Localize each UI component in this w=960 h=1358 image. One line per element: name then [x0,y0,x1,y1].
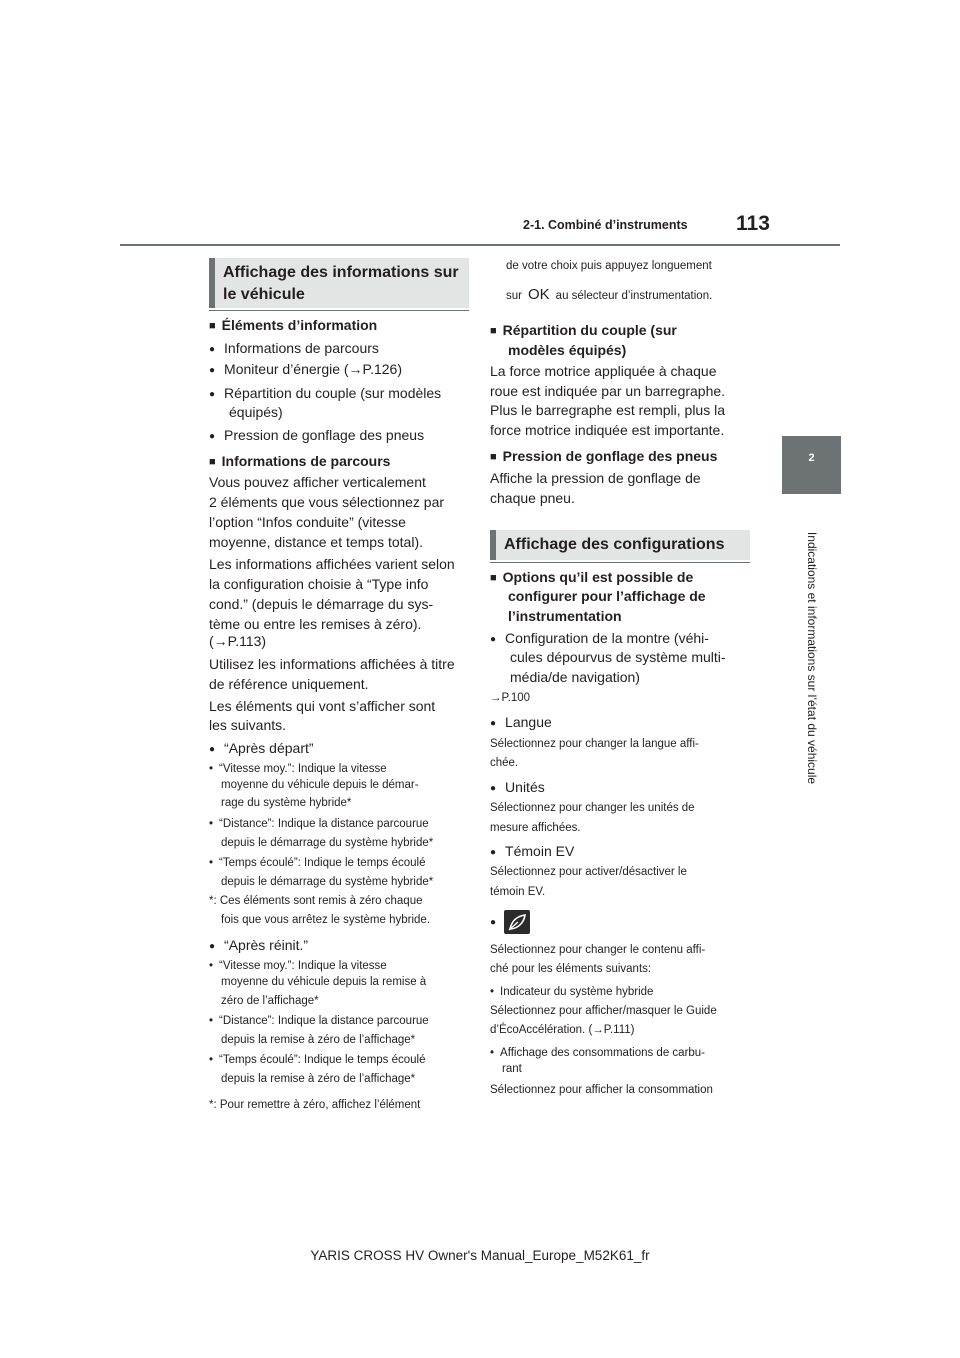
paragraph-line: Sélectionnez pour afficher la consommation [490,1084,713,1096]
paragraph-line: Les éléments qui vont s’afficher sont [209,698,436,714]
side-tab [782,436,841,494]
section-heading-config: Affichage des configurations [490,530,750,560]
small-item: • “Vitesse moy.”: Indique la vitesse [209,960,387,972]
ok-button-icon: OK [527,286,550,303]
bullet-ev: ● Témoin EV [490,843,574,859]
bullet-continued: cules dépourvus de système multi- [510,649,726,665]
bullet-item: ● Informations de parcours [209,340,379,356]
paragraph-line: 2 éléments que vous sélectionnez par [209,494,445,510]
leaf-icon [504,910,530,934]
paragraph-line: Sélectionnez pour changer les unités de [490,802,695,814]
subheading-trip: ■ Informations de parcours [209,453,390,469]
small-item: • Indicateur du système hybride [490,986,653,998]
small-item-continued: moyenne du véhicule depuis le démar- [221,779,419,791]
page-reference-link[interactable]: d’ÉcoAccélération. (→P.111) [490,1024,635,1036]
paragraph-line: Sélectionnez pour activer/désactiver le [490,866,687,878]
bullet-unites: ● Unités [490,779,545,795]
section-heading-line: le véhicule [223,286,305,303]
eco-leaf-icon [504,910,530,934]
small-item-continued: depuis le démarrage du système hybride* [221,876,434,888]
bullet-item: ● Moniteur d’énergie (→P.126) [209,361,402,377]
paragraph-line: force motrice indiquée est importante. [490,422,725,438]
paragraph-line: chée. [490,757,519,769]
section-heading-vehicle-info [209,258,469,308]
small-item: • “Distance”: Indique la distance parcourue [209,1015,429,1027]
paragraph-line: Sélectionnez pour afficher/masquer le Guide [490,1005,717,1017]
footnote: *: Pour remettre à zéro, affichez l’élément [209,1099,421,1111]
bullet-after-reset: ● “Après réinit.” [209,937,308,953]
paragraph-line: mesure affichées. [490,822,581,834]
chapter-title: 2-1. Combiné d’instruments [523,218,688,232]
side-tab-title: Indications et informations sur l’état du véhicule [805,531,820,785]
bullet-after-start: ● “Après départ” [209,740,314,756]
bullet-item: ● Pression de gonflage des pneus [209,427,424,443]
continued-line-ok [506,286,712,303]
paragraph-line: l’option “Infos conduite” (vitesse [209,514,406,530]
paragraph-line: ché pour les éléments suivants: [490,963,652,975]
small-item-continued: zéro de l’affichage* [221,995,319,1007]
page-reference-link[interactable]: (→P.113) [209,633,267,649]
footer-manual-title: YARIS CROSS HV Owner's Manual_Europe_M52K61_fr [310,1248,650,1263]
page-number: 113 [736,212,770,235]
small-item: • “Vitesse moy.”: Indique la vitesse [209,763,387,775]
bullet-item-continued: équipés) [229,404,283,420]
subheading-options-continued: l’instrumentation [508,608,622,624]
paragraph-line: les suivants. [209,717,287,733]
continued-line: de votre choix puis appuyez longuement [506,260,712,272]
paragraph-line: témoin EV. [490,886,546,898]
small-item-continued: rant [502,1063,522,1075]
subheading-elements: ■ Éléments d’information [209,317,377,333]
bullet-clock: ● Configuration de la montre (véhi- [490,630,709,646]
small-item: • Affichage des consommations de carbu- [490,1047,705,1059]
footnote-continued: fois que vous arrêtez le système hybride. [221,914,431,926]
small-item-continued: depuis le démarrage du système hybride* [221,837,434,849]
small-item-continued: moyenne du véhicule depuis la remise à [221,976,427,988]
small-item-continued: rage du système hybride* [221,797,352,809]
continued-text: sur [506,290,522,302]
paragraph-line: Plus le barregraphe est rempli, plus la [490,402,726,418]
paragraph-line: de référence uniquement. [209,676,369,692]
section-heading-line: Affichage des informations sur [223,264,459,281]
paragraph-line: cond.” (depuis le démarrage du sys- [209,596,434,612]
subheading-options: ■ Options qu’il est possible de [490,569,693,585]
footnote: *: Ces éléments sont remis à zéro chaque [209,895,423,907]
bullet-continued: média/de navigation) [510,669,640,685]
bullet-eco [490,912,530,936]
paragraph-line: moyenne, distance et temps total). [209,534,423,550]
side-tab-title-box [800,508,824,808]
header-rule [120,244,840,246]
small-item: • “Temps écoulé”: Indique le temps écoulé [209,1054,426,1066]
bullet-item: ● Répartition du couple (sur modèles [209,385,441,401]
subheading-options-continued: configurer pour l’affichage de [508,588,706,604]
paragraph-line: Affiche la pression de gonflage de [490,470,701,486]
paragraph-line: Utilisez les informations affichées à titre [209,656,455,672]
subheading-torque: ■ Répartition du couple (sur [490,322,677,338]
bullet-langue: ● Langue [490,714,552,730]
paragraph-line: Sélectionnez pour changer le contenu affi- [490,944,706,956]
subheading-torque-continued: modèles équipés) [508,342,627,358]
bullet-dot: ● [490,917,497,929]
paragraph-line: Les informations affichées varient selon [209,556,455,572]
subheading-tire: ■ Pression de gonflage des pneus [490,448,717,464]
side-tab-number: 2 [808,452,815,464]
paragraph-line: Sélectionnez pour changer la langue affi- [490,738,699,750]
paragraph-line: chaque pneu. [490,490,575,506]
paragraph-line: La force motrice appliquée à chaque [490,363,717,379]
paragraph-line: Vous pouvez afficher verticalement [209,474,426,490]
page-reference-link[interactable]: →P.100 [490,692,531,704]
small-item-continued: depuis la remise à zéro de l’affichage* [221,1034,416,1046]
small-item: • “Distance”: Indique la distance parcourue [209,818,429,830]
small-item-continued: depuis la remise à zéro de l’affichage* [221,1073,416,1085]
paragraph-line: roue est indiquée par un barregraphe. [490,383,726,399]
continued-text: au sélecteur d’instrumentation. [555,290,713,302]
small-item: • “Temps écoulé”: Indique le temps écoulé [209,857,426,869]
paragraph-line: tème ou entre les remises à zéro). [209,616,422,632]
paragraph-line: la configuration choisie à “Type info [209,576,429,592]
